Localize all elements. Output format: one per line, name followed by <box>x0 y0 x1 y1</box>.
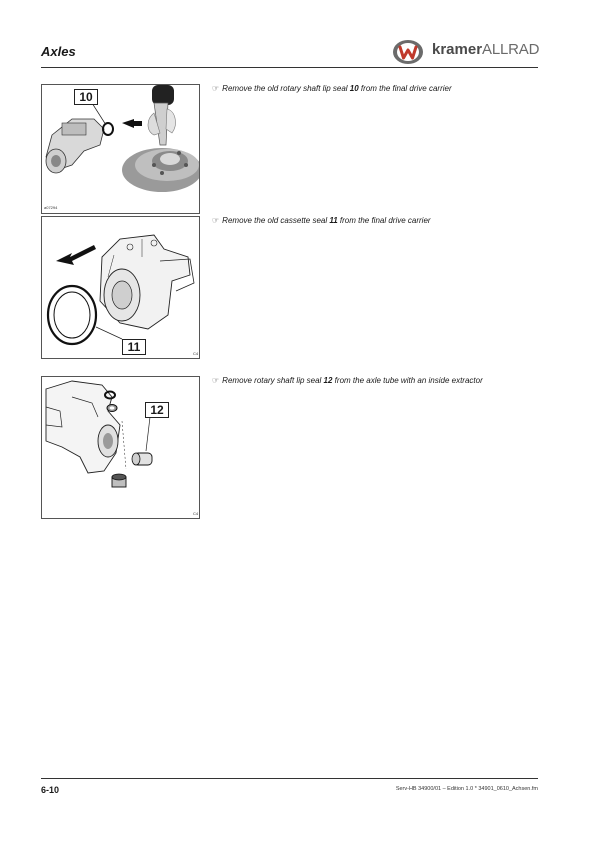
step-text-before: Remove the old rotary shaft lip seal <box>222 84 350 93</box>
part-number: 10 <box>349 84 359 93</box>
callout-part-10: 10 <box>74 89 98 105</box>
step-text-before: Remove the old cassette seal <box>222 216 330 225</box>
document-reference: Serv-HB 34900/01 – Edition 1.0 * 34901_0610_Achsen.fm <box>395 786 538 792</box>
callout-part-11: 11 <box>122 339 146 355</box>
figure-code: C4 <box>193 351 199 356</box>
step-text-after: from the axle tube with an inside extractor <box>332 376 483 385</box>
instruction-step-3 <box>212 376 483 386</box>
illustration-cassette-seal <box>42 217 199 358</box>
brand-wordmark <box>432 41 539 58</box>
brand-logo <box>390 38 540 66</box>
page-number: 6-10 <box>41 785 60 795</box>
step-text-after: from the final drive carrier <box>337 216 431 225</box>
pointing-hand-icon: ☞ <box>212 216 220 225</box>
figure-code: C4 <box>193 511 199 516</box>
part-number: 11 <box>329 216 338 225</box>
pointing-hand-icon: ☞ <box>212 84 220 93</box>
kramer-w-emblem-icon <box>390 38 426 66</box>
instruction-step-1 <box>212 84 452 94</box>
illustration-final-drive-carrier-lip-seal <box>42 85 199 213</box>
part-number: 12 <box>323 376 333 385</box>
figure-cassette-seal-removal <box>41 216 200 359</box>
brand-name-light: ALLRAD <box>482 41 540 58</box>
pointing-hand-icon: ☞ <box>212 376 220 385</box>
step-text-before: Remove rotary shaft lip seal <box>222 376 324 385</box>
callout-part-12: 12 <box>145 402 169 418</box>
instruction-step-2 <box>212 216 431 226</box>
header-divider <box>41 67 538 68</box>
brand-name-bold: kramer <box>432 41 483 58</box>
figure-axle-tube-seal-removal <box>41 376 200 519</box>
illustration-axle-tube-seal <box>42 377 199 518</box>
figure-code: a07294 <box>44 205 58 210</box>
figure-lip-seal-removal <box>41 84 200 214</box>
page-section-title: Axles <box>41 44 76 59</box>
step-text-after: from the final drive carrier <box>358 84 452 93</box>
footer-divider <box>41 778 538 779</box>
